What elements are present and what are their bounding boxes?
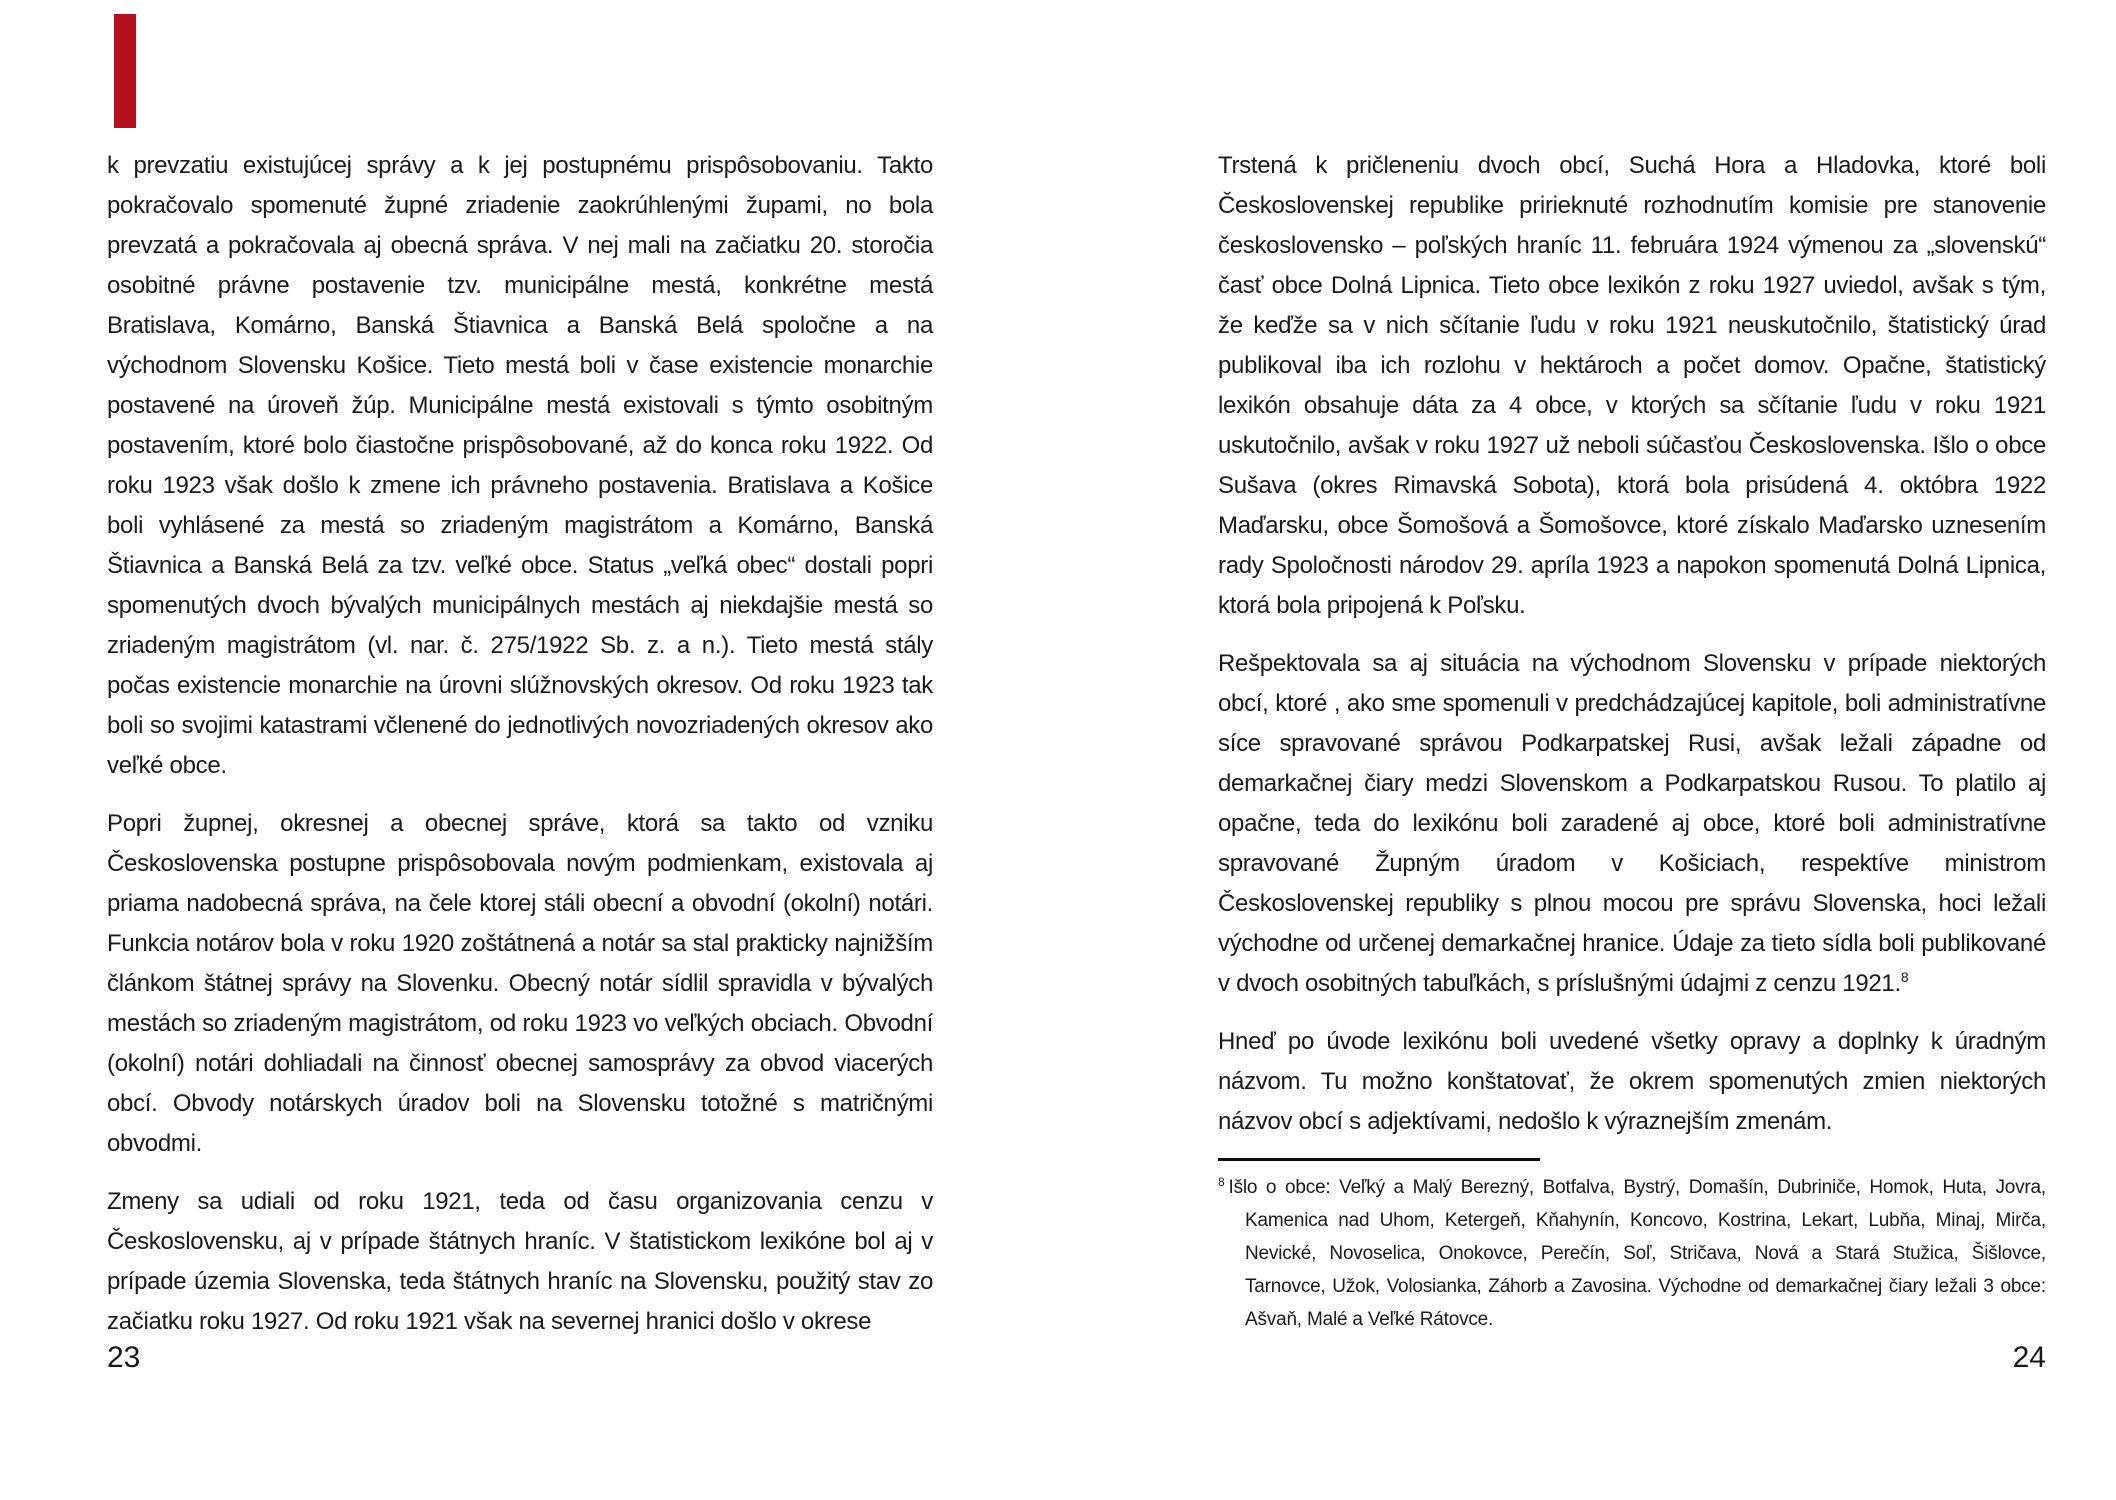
page-23-text-column <box>107 146 933 1342</box>
footnote-reference: 8 <box>1900 969 1909 985</box>
footnote-marker: 8 <box>1218 1174 1225 1189</box>
page-number-23: 23 <box>107 1341 141 1374</box>
paragraph: Zmeny sa udiali od roku 1921, teda od času organizovania cenzu v Československu, aj v prípade štátnych hraníc. V štatistickom lexikóne bol aj v prípade územia Slovenska, teda štátnych hraníc na Slovensku, použitý stav zo začiatku roku 1927. Od roku 1921 však na severnej hranici došlo v okrese <box>107 1188 933 1335</box>
page-number-24: 24 <box>2012 1341 2046 1374</box>
page-24-text-column <box>1218 146 2046 1336</box>
paragraph: Trstená k pričleneniu dvoch obcí, Suchá Hora a Hladovka, ktoré boli Československej republike pririeknuté rozhodnutím komisie pre stanovenie československo – poľských hraníc 11. februára 1924 výmenou za „slovenskú“ časť obce Dolná Lipnica. Tieto obce lexikón z roku 1927 uviedol, avšak s tým, že keďže sa v nich sčítanie ľudu v roku 1921 neuskutočnilo, štatistický úrad publikoval iba ich rozlohu v hektároch a počet domov. Opačne, štatistický lexikón obsahuje dáta za 4 obce, v ktorých sa sčítanie ľudu v roku 1921 uskutočnilo, avšak v roku 1927 už neboli súčasťou Československa. Išlo o obce Sušava (okres Rimavská Sobota), ktorá bola prisúdená 4. októbra 1922 Maďarsku, obce Šomošová a Šomošovce, ktoré získalo Maďarsko uznesením rady Spoločnosti národov 29. apríla 1923 a napokon spomenutá Dolná Lipnica, ktorá bola pripojená k Poľsku. <box>1218 152 2046 619</box>
footnote <box>1218 1171 2046 1336</box>
paragraph: Popri župnej, okresnej a obecnej správe, ktorá sa takto od vzniku Československa postupne prispôsobovala novým podmienkam, existovala aj priama nadobecná správa, na čele ktorej stáli obecní a obvodní (okolní) notári. Funkcia notárov bola v roku 1920 zoštátnená a notár sa stal prakticky najnižším článkom štátnej správy na Slovenku. Obecný notár sídlil spravidla v bývalých mestách so zriadeným magistrátom, od roku 1923 vo veľkých obciach. Obvodní (okolní) notári dohliadali na činnosť obecnej samosprávy za obvod viacerých obcí. Obvody notárskych úradov boli na Slovensku totožné s matričnými obvodmi. <box>107 810 933 1157</box>
footnote-text: Išlo o obce: Veľký a Malý Berezný, Botfalva, Bystrý, Domašín, Dubriniče, Homok, Huta, Jovra, Kamenica nad Uhom, Ketergeň, Kňahynín, Koncovo, Kostrina, Lekart, Lubňa, Minaj, Mirča, Nevické, Novoselica, Onokovce, Perečín, Soľ, Stričava, Nová a Stará Stužica, Šišlovce, Tarnovce, Užok, Volosianka, Záhorb a Zavosina. Východne od demarkačnej čiary ležali 3 obce: Ašvaň, Malé a Veľké Rátovce. <box>1228 1177 2046 1330</box>
page-24-paragraphs <box>1218 146 2046 1142</box>
footnote-separator <box>1218 1158 1540 1161</box>
paragraph: k prevzatiu existujúcej správy a k jej postupnému prispôsobovaniu. Takto pokračovalo spomenuté župné zriadenie zaokrúhlenými župami, no bola prevzatá a pokračovala aj obecná správa. V nej mali na začiatku 20. storočia osobitné právne postavenie tzv. municipálne mestá, konkrétne mestá Bratislava, Komárno, Banská Štiavnica a Banská Belá spoločne a na východnom Slovensku Košice. Tieto mestá boli v čase existencie monarchie postavené na úroveň žúp. Municipálne mestá existovali s týmto osobitným postavením, ktoré bolo čiastočne prispôsobované, až do konca roku 1922. Od roku 1923 však došlo k zmene ich právneho postavenia. Bratislava a Košice boli vyhlásené za mestá so zriadeným magistrátom a Komárno, Banská Štiavnica a Banská Belá za tzv. veľké obce. Status „veľká obec“ dostali popri spomenutých dvoch bývalých municipálnych mestách aj niekdajšie mestá so zriadeným magistrátom (vl. nar. č. 275/1922 Sb. z. a n.). Tieto mestá stály počas existencie monarchie na úrovni slúžnovských okresov. Od roku 1923 tak boli so svojimi katastrami včlenené do jednotlivých novozriadených okresov ako veľké obce. <box>107 152 933 779</box>
page-23-paragraphs <box>107 146 933 1342</box>
paragraph: Hneď po úvode lexikónu boli uvedené všetky opravy a doplnky k úradným názvom. Tu možno konštatovať, že okrem spomenutých zmien niektorých názvov obcí s adjektívami, nedošlo k výraznejším zmenám. <box>1218 1028 2046 1135</box>
annotation-red-bar <box>114 14 136 128</box>
paragraph: Rešpektovala sa aj situácia na východnom Slovensku v prípade niektorých obcí, ktoré , ako sme spomenuli v predchádzajúcej kapitole, boli administratívne síce spravované správou Podkarpatskej Rusi, avšak ležali západne od demarkačnej čiary medzi Slovenskom a Podkarpatskou Rusou. To platilo aj opačne, teda do lexikónu boli zaradené aj obce, ktoré boli administratívne spravované Župným úradom v Košiciach, respektíve ministrom Československej republiky s plnou mocou pre správu Slovenska, hoci ležali východne od určenej demarkačnej hranice. Údaje za tieto sídla boli publikované v dvoch osobitných tabuľkách, s príslušnými údajmi z cenzu 1921.$^8$ <box>1218 650 2046 997</box>
